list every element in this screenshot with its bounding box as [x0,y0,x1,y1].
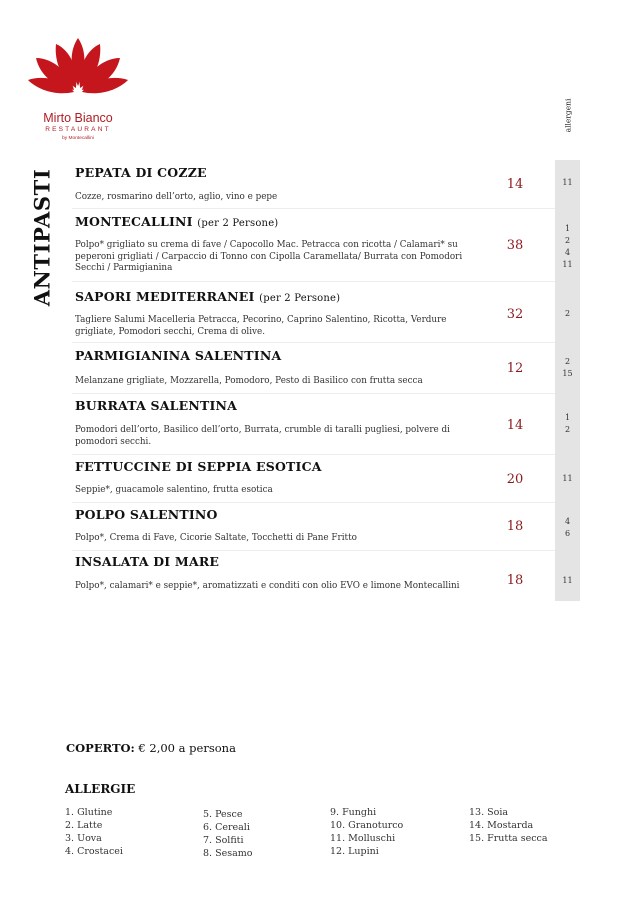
item-name: INSALATA DI MARE [75,554,220,569]
item-name: BURRATA SALENTINA [75,398,238,413]
item-description: Cozze, rosmarino dell’orto, aglio, vino e pepe [75,192,278,202]
allergie-entry: 1. Glutine [65,807,113,818]
allergen-number: 2 [564,357,571,366]
item-allergens [555,516,580,540]
allergie-entry: 13. Soia [469,807,509,818]
allergie-entry: 11. Molluschi [330,833,396,844]
allergen-number: 6 [564,529,571,538]
allergie-entry: 9. Funghi [330,807,377,818]
item-description: Pomodori dell’orto, Basilico dell’orto, Burrata, crumble di taralli pugliesi, polvere di pomodori secchi. [75,425,450,447]
allergen-number: 1 [564,224,571,233]
coperto-label: COPERTO: [66,741,135,755]
item-description: Tagliere Salumi Macelleria Petracca, Pecorino, Caprino Salentino, Ricotta, Verdure grigliate, Pomodori secchi, Crema di olive. [75,315,447,337]
item-name: PARMIGIANINA SALENTINA [75,348,282,363]
item-allergens [555,575,580,587]
item-name: SAPORI MEDITERRANEI (per 2 Persone) [75,289,341,304]
item-allergens [555,308,580,320]
menu-item [72,343,573,394]
menu-item [72,503,571,551]
allergie-entry: 10. Granoturco [330,820,404,831]
allergie-column [469,806,548,845]
allergen-number: 1 [564,413,571,422]
item-allergens [555,473,580,485]
brand-byline: by Montecallini [62,136,94,141]
allergen-number: 4 [564,248,571,257]
section-title-text: ANTIPASTI [29,168,55,306]
item-name: MONTECALLINI (per 2 Persone) [75,214,279,229]
coperto-line [66,741,236,755]
allergie-entry: 8. Sesamo [203,848,253,859]
lotus-logo-icon [26,36,130,96]
allergie-entry: 2. Latte [65,820,103,831]
item-name: FETTUCCINE DI SEPPIA ESOTICA [75,459,322,474]
coperto-value: € 2,00 a persona [138,741,236,755]
item-price: 20 [506,472,524,487]
menu-item [72,282,571,343]
menu-item [72,160,573,209]
menu-item [72,394,571,455]
allergie-entry: 6. Cereali [203,822,250,833]
item-description: Polpo*, Crema di Fave, Cicorie Saltate, Tocchetti di Pane Fritto [75,533,357,543]
menu-item [72,551,573,608]
allergeni-label: allergeni [563,98,573,132]
item-price: 38 [506,238,524,253]
allergie-entry: 5. Pesce [203,809,243,820]
item-allergens [555,177,580,189]
allergie-column [65,806,123,858]
allergie-entry: 15. Frutta secca [469,833,548,844]
brand-block [33,111,123,143]
allergen-number: 4 [564,517,571,526]
allergen-number: 11 [562,576,573,585]
item-allergens [555,223,580,271]
item-price: 14 [506,177,524,192]
allergie-entry: 14. Mostarda [469,820,534,831]
allergen-number: 2 [564,236,571,245]
allergen-number: 11 [562,474,573,483]
item-price: 32 [506,307,524,322]
item-description: Melanzane grigliate, Mozzarella, Pomodoro, Pesto di Basilico con frutta secca [75,376,423,386]
allergen-number: 15 [562,369,573,378]
item-description: Polpo* grigliato su crema di fave / Capocollo Mac. Petracca con ricotta / Calamari* su peperoni grigliati / Carpaccio di Tonno con Cipolla Caramellata/ Burrata con Pomodori Secchi / Parmigianina [75,240,463,273]
brand-name: Mirto Bianco [43,111,113,125]
item-price: 14 [506,418,524,433]
item-note: (per 2 Persone) [197,218,279,229]
allergie-column [330,806,403,858]
item-name: PEPATA DI COZZE [75,165,207,180]
brand-subtitle: RESTAURANT [45,126,111,133]
allergie-entry: 4. Crostacei [65,846,123,857]
allergen-number: 2 [564,309,571,318]
item-price: 18 [506,573,524,588]
allergie-column [203,808,252,860]
allergeni-column-header [555,85,581,145]
allergen-number: 2 [564,425,571,434]
item-description: Seppie*, guacamole salentino, frutta esotica [75,485,273,495]
allergen-number: 11 [562,260,573,269]
allergen-number: 11 [562,178,573,187]
item-name: POLPO SALENTINO [75,507,218,522]
allergie-title: ALLERGIE [65,782,136,796]
allergie-entry: 12. Lupini [330,846,379,857]
menu-item [72,455,573,503]
item-allergens [555,412,580,436]
menu-item [72,209,573,282]
menu-list [72,160,573,608]
item-allergens [555,356,580,380]
section-title [12,168,72,306]
allergie-entry: 3. Uova [65,833,102,844]
item-note: (per 2 Persone) [259,293,341,304]
item-price: 12 [506,361,524,376]
item-price: 18 [506,519,524,534]
allergie-entry: 7. Solfiti [203,835,244,846]
item-description: Polpo*, calamari* e seppie*, aromatizzati e conditi con olio EVO e limone Montecallini [75,581,460,591]
